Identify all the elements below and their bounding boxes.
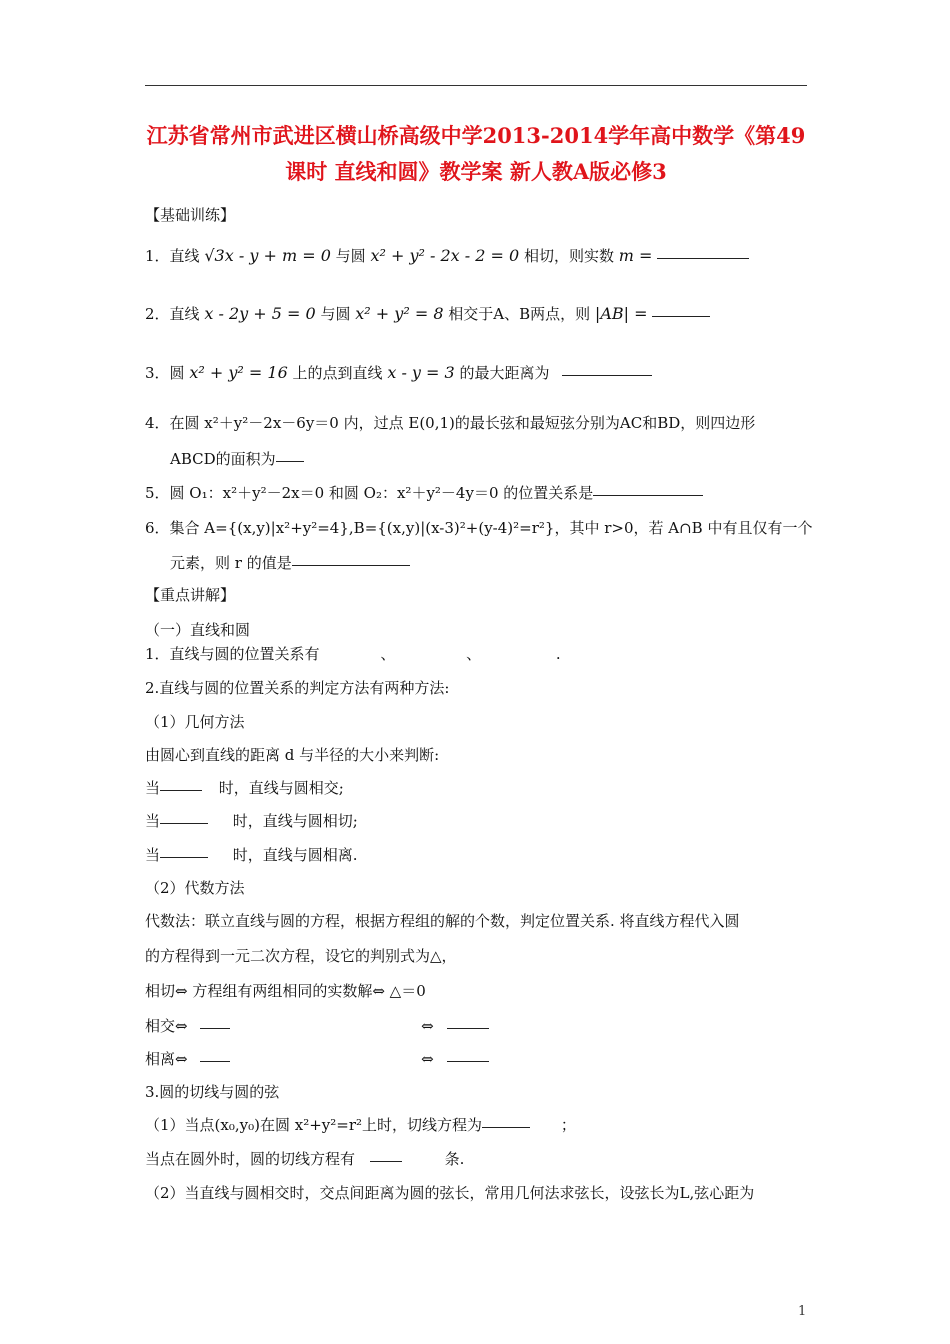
body-line-13: 相离⇔ ⇔ (145, 1048, 825, 1069)
answer-blank[interactable] (652, 315, 710, 317)
q3-equation-circle: x² + y² = 16 (189, 363, 288, 382)
page-number: 1 (798, 1304, 807, 1319)
question-2: 2．直线 x - 2y + 5 = 0 与圆 x² + y² = 8 相交于A、B两点，则 |AB| = (145, 303, 825, 324)
body-line-9: 代数法：联立直线与圆的方程，根据方程组的解的个数，判定位置关系. 将直线方程代入圆 (145, 912, 740, 930)
body-line-4: 由圆心到直线的距离 d 与半径的大小来判断: (145, 746, 440, 764)
body-line-17: （2）当直线与圆相交时，交点间距离为圆的弦长，常用几何法求弦长，设弦长为L,弦心距为 (145, 1184, 755, 1202)
answer-blank[interactable] (562, 374, 652, 376)
question-5: 5．圆 O₁：x²＋y²－2x＝0 和圆 O₂：x²＋y²－4y＝0 的位置关系是 (145, 482, 825, 503)
question-1: 1．直线 √3x - y + m = 0 与圆 x² + y² - 2x - 2 = 0 相切，则实数 m = (145, 245, 825, 266)
body-line-11: 相切⇔ 方程组有两组相同的实数解⇔ △＝0 (145, 982, 426, 1000)
body-line-14: 3.圆的切线与圆的弦 (145, 1083, 280, 1101)
question-6-line-1: 6．集合 A={(x,y)|x²+y²=4},B={(x,y)|(x-3)²+(y-4)²=r²}，其中 r>0，若 A∩B 中有且仅有一个 (145, 519, 813, 537)
title-line-1: 江苏省常州市武进区横山桥高级中学2013-2014学年高中数学《第49 (146, 123, 806, 148)
answer-blank[interactable] (200, 1027, 230, 1029)
body-line-7: 当 时，直线与圆相离. (145, 846, 358, 864)
answer-blank[interactable] (447, 1027, 489, 1029)
answer-blank[interactable] (276, 460, 304, 462)
body-line-6: 当 时，直线与圆相切; (145, 812, 358, 830)
q1-equation-line: √3x - y + m = 0 (204, 246, 331, 265)
question-4-line-1: 4．在圆 x²＋y²－2x－6y＝0 内，过点 E(0,1)的最长弦和最短弦分别为AC和BD，则四边形 (145, 414, 756, 432)
answer-blank[interactable] (447, 1060, 489, 1062)
q1-equation-circle: x² + y² - 2x - 2 = 0 (370, 246, 520, 265)
body-line-3: （1）几何方法 (145, 713, 245, 731)
question-6-line-2: 元素，则 r 的值是 (170, 552, 850, 573)
body-line-8: （2）代数方法 (145, 879, 245, 897)
answer-blank[interactable] (657, 257, 749, 259)
body-line-15: （1）当点(x₀,y₀)在圆 x²+y²=r²上时，切线方程为 ； (145, 1116, 576, 1134)
q2-equation-line: x - 2y + 5 = 0 (204, 304, 316, 323)
section-basic: 【基础训练】 (145, 206, 236, 224)
question-4-line-2: ABCD的面积为 (170, 448, 850, 469)
answer-blank[interactable] (482, 1126, 530, 1128)
answer-blank[interactable] (593, 494, 703, 496)
section-key: 【重点讲解】 (145, 586, 236, 604)
answer-blank[interactable] (160, 856, 208, 858)
page-title (145, 118, 807, 190)
body-line-16: 当点在圆外时，圆的切线方程有 条. (145, 1150, 465, 1168)
subsection-line-circle: （一）直线和圆 (145, 621, 251, 639)
question-3: 3．圆 x² + y² = 16 上的点到直线 x - y = 3 的最大距离为 (145, 362, 825, 383)
body-line-10: 的方程得到一元二次方程，设它的判别式为△， (145, 947, 457, 965)
answer-blank[interactable] (160, 789, 202, 791)
answer-blank[interactable] (292, 564, 410, 566)
q2-equation-circle: x² + y² = 8 (355, 304, 444, 323)
header-rule (145, 85, 807, 86)
body-line-2: 2.直线与圆的位置关系的判定方法有两种方法: (145, 679, 450, 697)
answer-blank[interactable] (160, 822, 208, 824)
answer-blank[interactable] (370, 1160, 402, 1162)
body-line-12: 相交⇔ ⇔ (145, 1015, 825, 1036)
body-line-1: 1．直线与圆的位置关系有 、 、 . (145, 645, 561, 663)
body-line-5: 当 时，直线与圆相交; (145, 779, 344, 797)
title-line-2: 课时 直线和圆》教学案 新人教A版必修3 (285, 159, 667, 184)
answer-blank[interactable] (200, 1060, 230, 1062)
q3-equation-line: x - y = 3 (387, 363, 455, 382)
